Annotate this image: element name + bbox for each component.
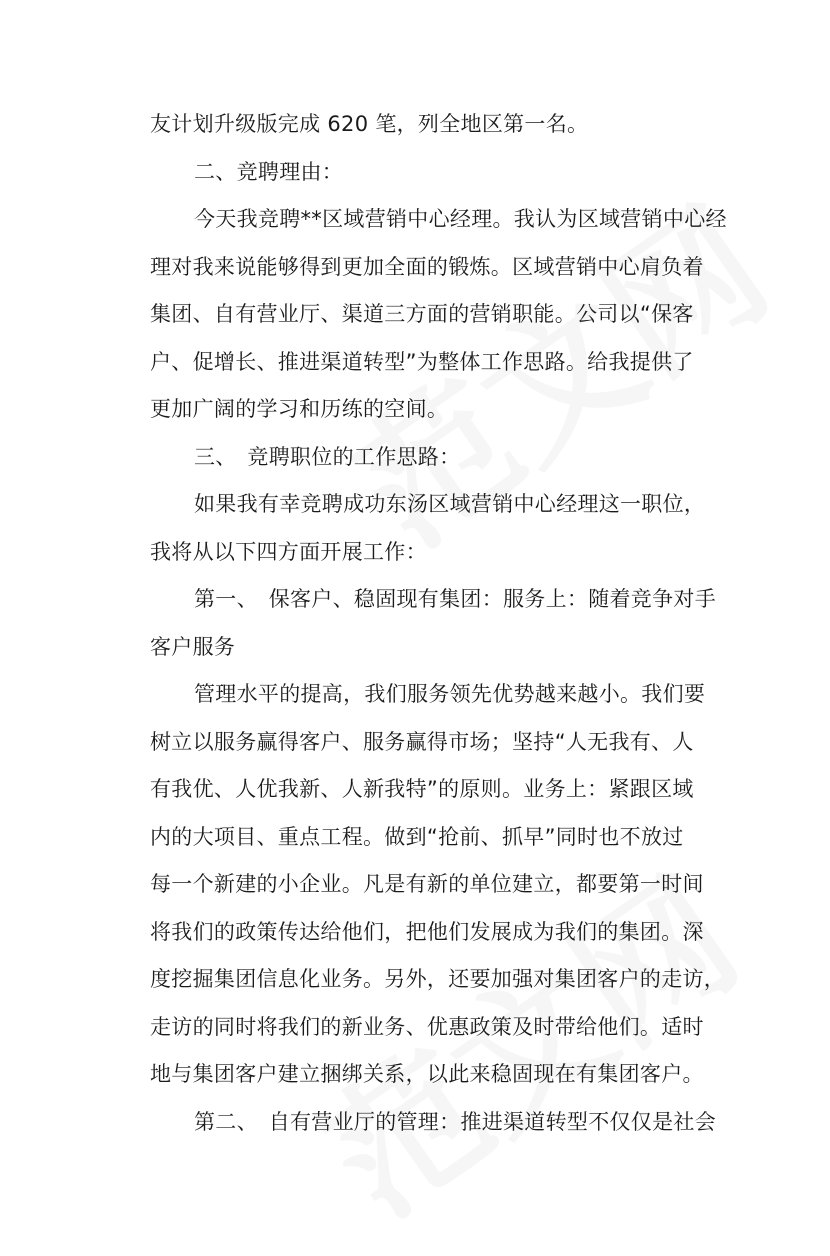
paragraph-line: 每一个新建的小企业。凡是有新的单位建立，都要第一时间 <box>150 872 704 896</box>
paragraph-line: 更加广阔的学习和历练的空间。 <box>150 397 449 421</box>
paragraph-line: 今天我竞聘**区域营销中心经理。我认为区域营销中心经 <box>194 207 727 231</box>
paragraph-line: 走访的同时将我们的新业务、优惠政策及时带给他们。适时 <box>150 1015 704 1039</box>
paragraph-line: 如果我有幸竞聘成功东汤区域营销中心经理这一职位， <box>194 492 706 516</box>
section-heading: 三、 竞聘职位的工作思路： <box>194 445 461 469</box>
paragraph-line: 将我们的政策传达给他们，把他们发展成为我们的集团。深 <box>150 920 704 944</box>
paragraph-line: 集团、自有营业厅、渠道三方面的营销职能。公司以“保客 <box>150 302 694 326</box>
paragraph-line: 理对我来说能够得到更加全面的锻炼。区域营销中心肩负着 <box>150 255 704 279</box>
paragraph-line: 第二、 自有营业厅的管理：推进渠道转型不仅仅是社会 <box>194 1110 716 1134</box>
paragraph-line: 树立以服务赢得客户、服务赢得市场；坚持“人无我有、人 <box>150 730 694 754</box>
paragraph-line: 我将从以下四方面开展工作： <box>150 540 427 564</box>
paragraph-line: 户、促增长、推进渠道转型”为整体工作思路。给我提供了 <box>150 350 694 374</box>
section-heading: 二、竞聘理由： <box>194 160 344 184</box>
paragraph-line: 友计划升级版完成 620 笔，列全地区第一名。 <box>150 112 589 136</box>
paragraph-line: 管理水平的提高，我们服务领先优势越来越小。我们要 <box>194 682 706 706</box>
paragraph-line: 有我优、人优我新、人新我特”的原则。业务上：紧跟区域 <box>150 777 694 801</box>
paragraph-line: 地与集团客户建立捆绑关系，以此来稳固现在有集团客户。 <box>150 1062 704 1086</box>
paragraph-line: 内的大项目、重点工程。做到“抢前、抓早”同时也不放过 <box>150 825 684 849</box>
paragraph-line: 第一、 保客户、稳固现有集团：服务上：随着竞争对手 <box>194 587 716 611</box>
paragraph-line: 客户服务 <box>150 635 236 659</box>
paragraph-line: 度挖掘集团信息化业务。另外，还要加强对集团客户的走访， <box>150 967 726 991</box>
